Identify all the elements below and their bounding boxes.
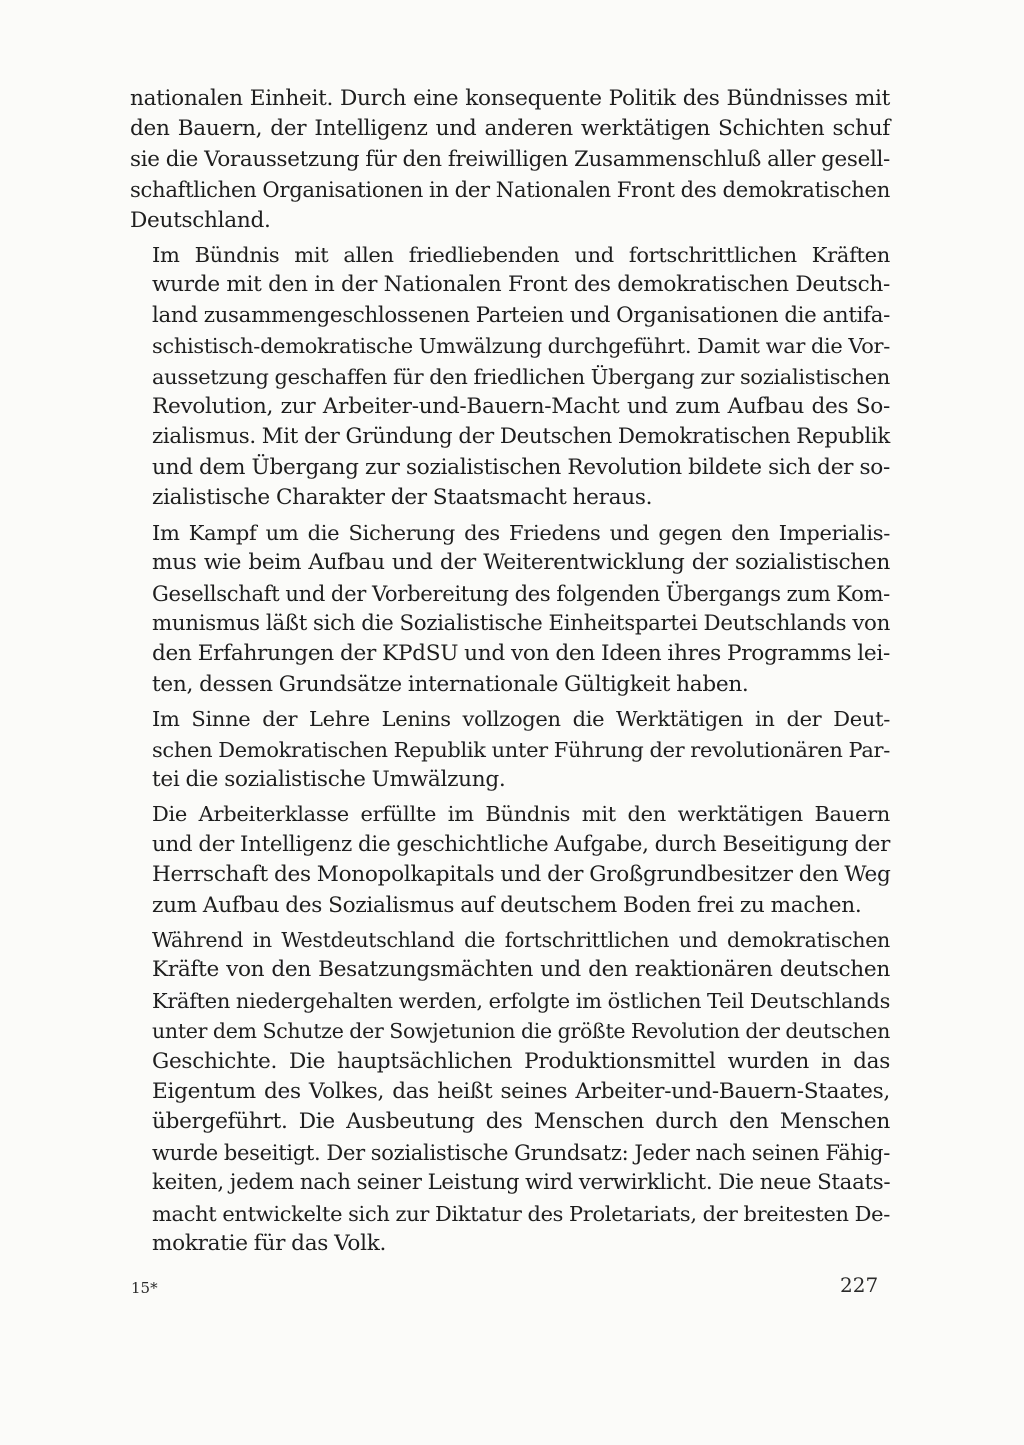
paragraph: [130, 799, 890, 921]
text-line: macht entwickelte sich zur Diktatur des Proletariats, der breitesten De-: [152, 1201, 890, 1226]
text-line: Während in Westdeutschland die fortschrittlichen und demokratischen: [152, 927, 890, 952]
paragraph: [130, 518, 890, 700]
text-line: und dem Übergang zur sozialistischen Revolution bildete sich der so-: [152, 454, 890, 480]
paragraph: [130, 84, 890, 236]
text-line: mus wie beim Aufbau und der Weiterentwicklung der sozialistischen: [152, 550, 890, 576]
text-line: Geschichte. Die hauptsächlichen Produktionsmittel wurden in das: [152, 1048, 890, 1074]
text-line: Deutschland.: [130, 207, 271, 233]
text-line: Revolution, zur Arbeiter-und-Bauern-Macht und zum Aufbau des So-: [152, 394, 890, 420]
text-line: wurde beseitigt. Der sozialistische Grundsatz: Jeder nach seinen Fähig-: [152, 1139, 890, 1165]
text-line: den Bauern, der Intelligenz und anderen werktätigen Schichten schuf: [130, 116, 890, 142]
text-line: land zusammengeschlossenen Parteien und Organisationen die antifa-: [152, 302, 890, 328]
paragraph: [130, 240, 890, 514]
page-number: 227: [840, 1273, 879, 1297]
text-line: Im Kampf um die Sicherung des Friedens und gegen den Imperialis-: [152, 520, 890, 545]
text-line: Gesellschaft und der Vorbereitung des folgenden Übergangs zum Kom-: [152, 580, 890, 606]
text-line: Herrschaft des Monopolkapitals und der Großgrundbesitzer den Weg: [152, 862, 891, 888]
text-line: zialismus. Mit der Gründung der Deutschen Demokratischen Republik: [152, 424, 890, 450]
text-line: Kräften niedergehalten werden, erfolgte im östlichen Teil Deutschlands: [152, 988, 890, 1013]
text-line: schaftlichen Organisationen in der Nationalen Front des demokratischen: [130, 177, 890, 203]
text-line: unter dem Schutze der Sowjetunion die größte Revolution der deutschen: [152, 1019, 890, 1044]
text-line: mokratie für das Volk.: [152, 1231, 387, 1257]
text-line: munismus läßt sich die Sozialistische Einheitspartei Deutschlands von: [152, 610, 890, 636]
body-text: [130, 84, 890, 1263]
text-line: aussetzung geschaffen für den friedlichen Übergang zur sozialistischen: [152, 364, 890, 389]
text-line: übergeführt. Die Ausbeutung des Menschen durch den Menschen: [152, 1109, 890, 1135]
paragraph: [130, 704, 890, 795]
text-line: Eigentum des Volkes, das heißt seines Arbeiter-und-Bauern-Staates,: [152, 1079, 890, 1104]
text-line: Im Sinne der Lehre Lenins vollzogen die Werktätigen in der Deut-: [152, 707, 890, 732]
text-line: schen Demokratischen Republik unter Führung der revolutionären Par-: [152, 737, 890, 762]
text-line: keiten, jedem nach seiner Leistung wird verwirklicht. Die neue Staats-: [152, 1170, 891, 1196]
text-line: sie die Voraussetzung für den freiwilligen Zusammenschluß aller gesell-: [130, 146, 890, 172]
text-line: schistisch-demokratische Umwälzung durchgeführt. Damit war die Vor-: [152, 334, 890, 359]
signature-mark: 15*: [131, 1279, 158, 1297]
text-line: zialistische Charakter der Staatsmacht heraus.: [152, 485, 653, 511]
text-line: Kräfte von den Besatzungsmächten und den reaktionären deutschen: [152, 957, 890, 983]
text-line: zum Aufbau des Sozialismus auf deutschem Boden frei zu machen.: [152, 892, 862, 918]
text-line: tei die sozialistische Umwälzung.: [152, 766, 506, 792]
text-line: nationalen Einheit. Durch eine konsequente Politik des Bündnisses mit: [130, 86, 890, 111]
text-line: Im Bündnis mit allen friedliebenden und fortschrittlichen Kräften: [152, 243, 890, 268]
text-line: ten, dessen Grundsätze internationale Gültigkeit haben.: [152, 671, 749, 697]
text-line: Die Arbeiterklasse erfüllte im Bündnis mit den werktätigen Bauern: [152, 802, 890, 827]
paragraph: [130, 925, 890, 1259]
text-line: wurde mit den in der Nationalen Front des demokratischen Deutsch-: [152, 272, 890, 298]
text-line: und der Intelligenz die geschichtliche Aufgabe, durch Beseitigung der: [152, 831, 890, 857]
text-line: den Erfahrungen der KPdSU und von den Ideen ihres Programms lei-: [152, 641, 890, 667]
